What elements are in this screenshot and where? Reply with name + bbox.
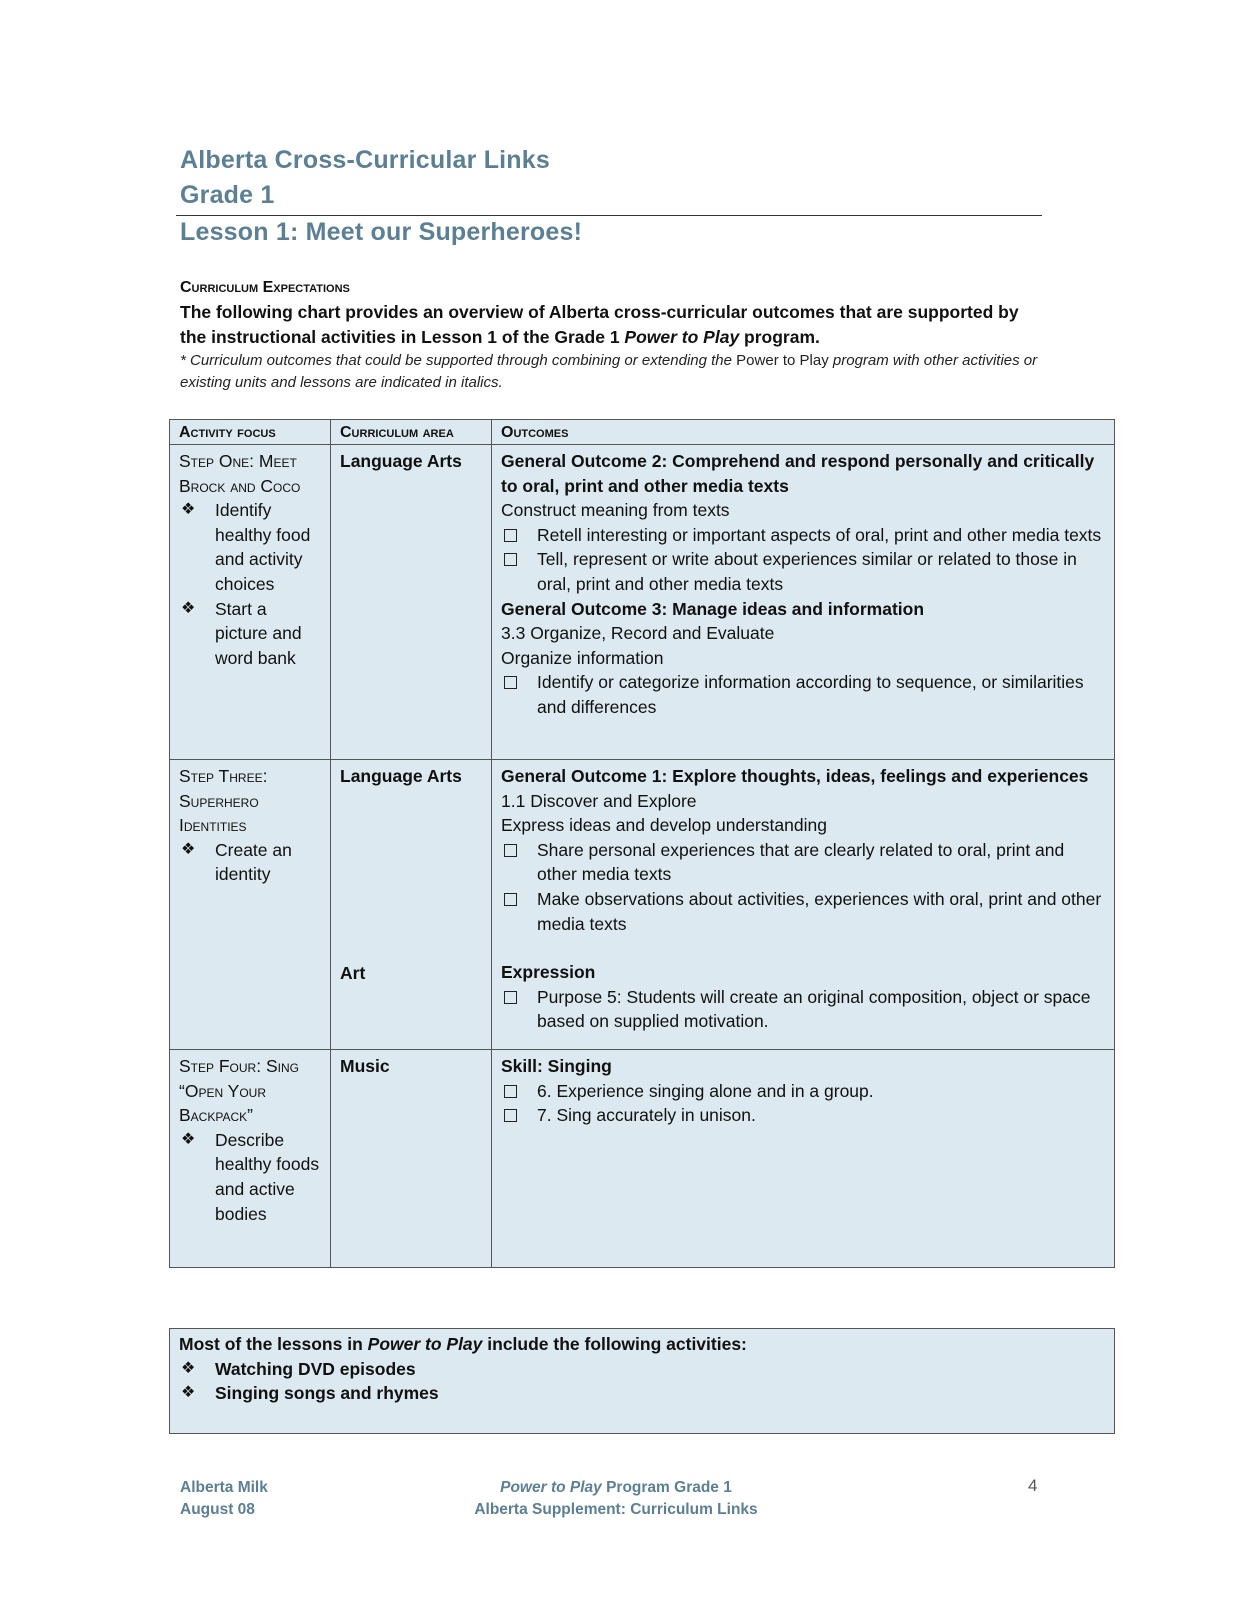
outcomes-cell <box>492 760 1115 1050</box>
list-item: ❖ Create an identity <box>181 839 292 885</box>
checkbox-icon <box>504 553 517 566</box>
list-item: Tell, represent or write about experiences similar or related to those in oral, print and other media texts <box>501 547 1105 596</box>
doc-title: Alberta Cross-Curricular Links <box>180 146 550 174</box>
list-item: 6. Experience singing alone and in a group. <box>501 1079 1105 1104</box>
footer-center <box>420 1477 812 1521</box>
list-item: ❖ Start a picture and word bank <box>181 598 302 668</box>
area-cell: Music <box>331 1050 492 1268</box>
list-item: 7. Sing accurately in unison. <box>501 1103 1105 1128</box>
intro-paragraph: The following chart provides an overview of Alberta cross-curricular outcomes that are supported by the instructional activities in Lesson 1 of the Grade 1 Power to Play program. <box>180 302 1019 347</box>
list-item: ❖ Identify healthy food and activity choices <box>181 500 311 594</box>
footer-supplement: Alberta Supplement: Curriculum Links <box>474 1501 758 1518</box>
table-row <box>170 445 1115 760</box>
outcome-subheading: Construct meaning from texts <box>501 500 730 521</box>
diamond-bullet-icon: ❖ <box>181 1130 196 1148</box>
list-item: Retell interesting or important aspects of oral, print and other media texts <box>501 523 1105 548</box>
outcomes-cell <box>492 445 1115 760</box>
table-header-row <box>170 420 1115 445</box>
outcome-heading: General Outcome 3: Manage ideas and information <box>501 598 925 619</box>
header-activity-focus: Activity focus <box>170 420 331 445</box>
area-cell <box>331 760 492 1050</box>
outcome-subheading: Organize information <box>501 647 664 668</box>
area-cell: Language Arts <box>331 445 492 760</box>
list-item: Identify or categorize information according to sequence, or similarities and differences <box>501 670 1105 719</box>
curriculum-table <box>169 419 1115 1268</box>
outcome-heading: General Outcome 1: Explore thoughts, ideas, feelings and experiences <box>501 766 1089 786</box>
checkbox-icon <box>504 893 517 906</box>
footer-org: Alberta Milk <box>180 1479 268 1496</box>
grade-title: Grade 1 <box>180 181 275 209</box>
checkbox-icon <box>504 844 517 857</box>
checkbox-icon <box>504 676 517 689</box>
italics-note: * Curriculum outcomes that could be supported through combining or extending the Power to Play program with other activities or existing units and lessons are indicated in italics. <box>180 352 1038 391</box>
table-row <box>170 1050 1115 1268</box>
checkbox-icon <box>504 1109 517 1122</box>
table-row <box>170 760 1115 1050</box>
header-curriculum-area: Curriculum area <box>331 420 492 445</box>
diamond-bullet-icon: ❖ <box>181 1384 196 1402</box>
footer-program: Power to Play Program Grade 1 <box>500 1479 732 1496</box>
list-item: Share personal experiences that are clearly related to oral, print and other media texts <box>501 838 1105 887</box>
lesson-title: Lesson 1: Meet our Superheroes! <box>180 218 583 246</box>
list-item: ❖ Describe healthy foods and active bodies <box>181 1129 320 1224</box>
activity-title: Step One: Meet Brock and Coco <box>179 451 301 496</box>
summary-box <box>169 1328 1115 1434</box>
activity-title: Step Four: Sing “Open Your Backpack” <box>179 1056 299 1126</box>
outcome-heading: General Outcome 2: Comprehend and respond personally and critically to oral, print and other media texts <box>501 451 1095 496</box>
area-language-arts: Language Arts <box>340 766 462 786</box>
outcome-subheading: 3.3 Organize, Record and Evaluate <box>501 623 775 644</box>
list-item: Purpose 5: Students will create an original composition, object or space based on supplied motivation. <box>501 985 1105 1034</box>
outcome-heading: Skill: Singing <box>501 1056 612 1076</box>
activity-cell <box>170 445 331 760</box>
section-label: Curriculum Expectations <box>180 279 350 296</box>
outcome-subheading: Express ideas and develop understanding <box>501 815 827 836</box>
checkbox-icon <box>504 1085 517 1098</box>
checkbox-icon <box>504 991 517 1004</box>
activity-cell <box>170 1050 331 1268</box>
outcome-heading: Expression <box>501 962 596 983</box>
outcome-subheading: 1.1 Discover and Explore <box>501 790 697 811</box>
diamond-bullet-icon: ❖ <box>181 840 196 858</box>
diamond-bullet-icon: ❖ <box>181 599 196 617</box>
checkbox-icon <box>504 529 517 542</box>
area-art: Art <box>340 962 366 983</box>
list-item: ❖ Watching DVD episodes <box>179 1357 1105 1382</box>
title-divider <box>176 215 1042 216</box>
diamond-bullet-icon: ❖ <box>181 501 196 519</box>
page-number: 4 <box>1028 1476 1038 1495</box>
summary-lead: Most of the lessons in Power to Play include the following activities: <box>179 1334 747 1354</box>
footer-date: August 08 <box>180 1501 255 1518</box>
outcomes-cell <box>492 1050 1115 1268</box>
footer-left <box>180 1477 268 1521</box>
activity-cell <box>170 760 331 1050</box>
list-item: ❖ Singing songs and rhymes <box>179 1381 1105 1406</box>
diamond-bullet-icon: ❖ <box>181 1359 196 1377</box>
header-outcomes: Outcomes <box>492 420 1115 445</box>
activity-title: Step Three: Superhero Identities <box>179 766 268 836</box>
list-item: Make observations about activities, experiences with oral, print and other media texts <box>501 887 1105 936</box>
